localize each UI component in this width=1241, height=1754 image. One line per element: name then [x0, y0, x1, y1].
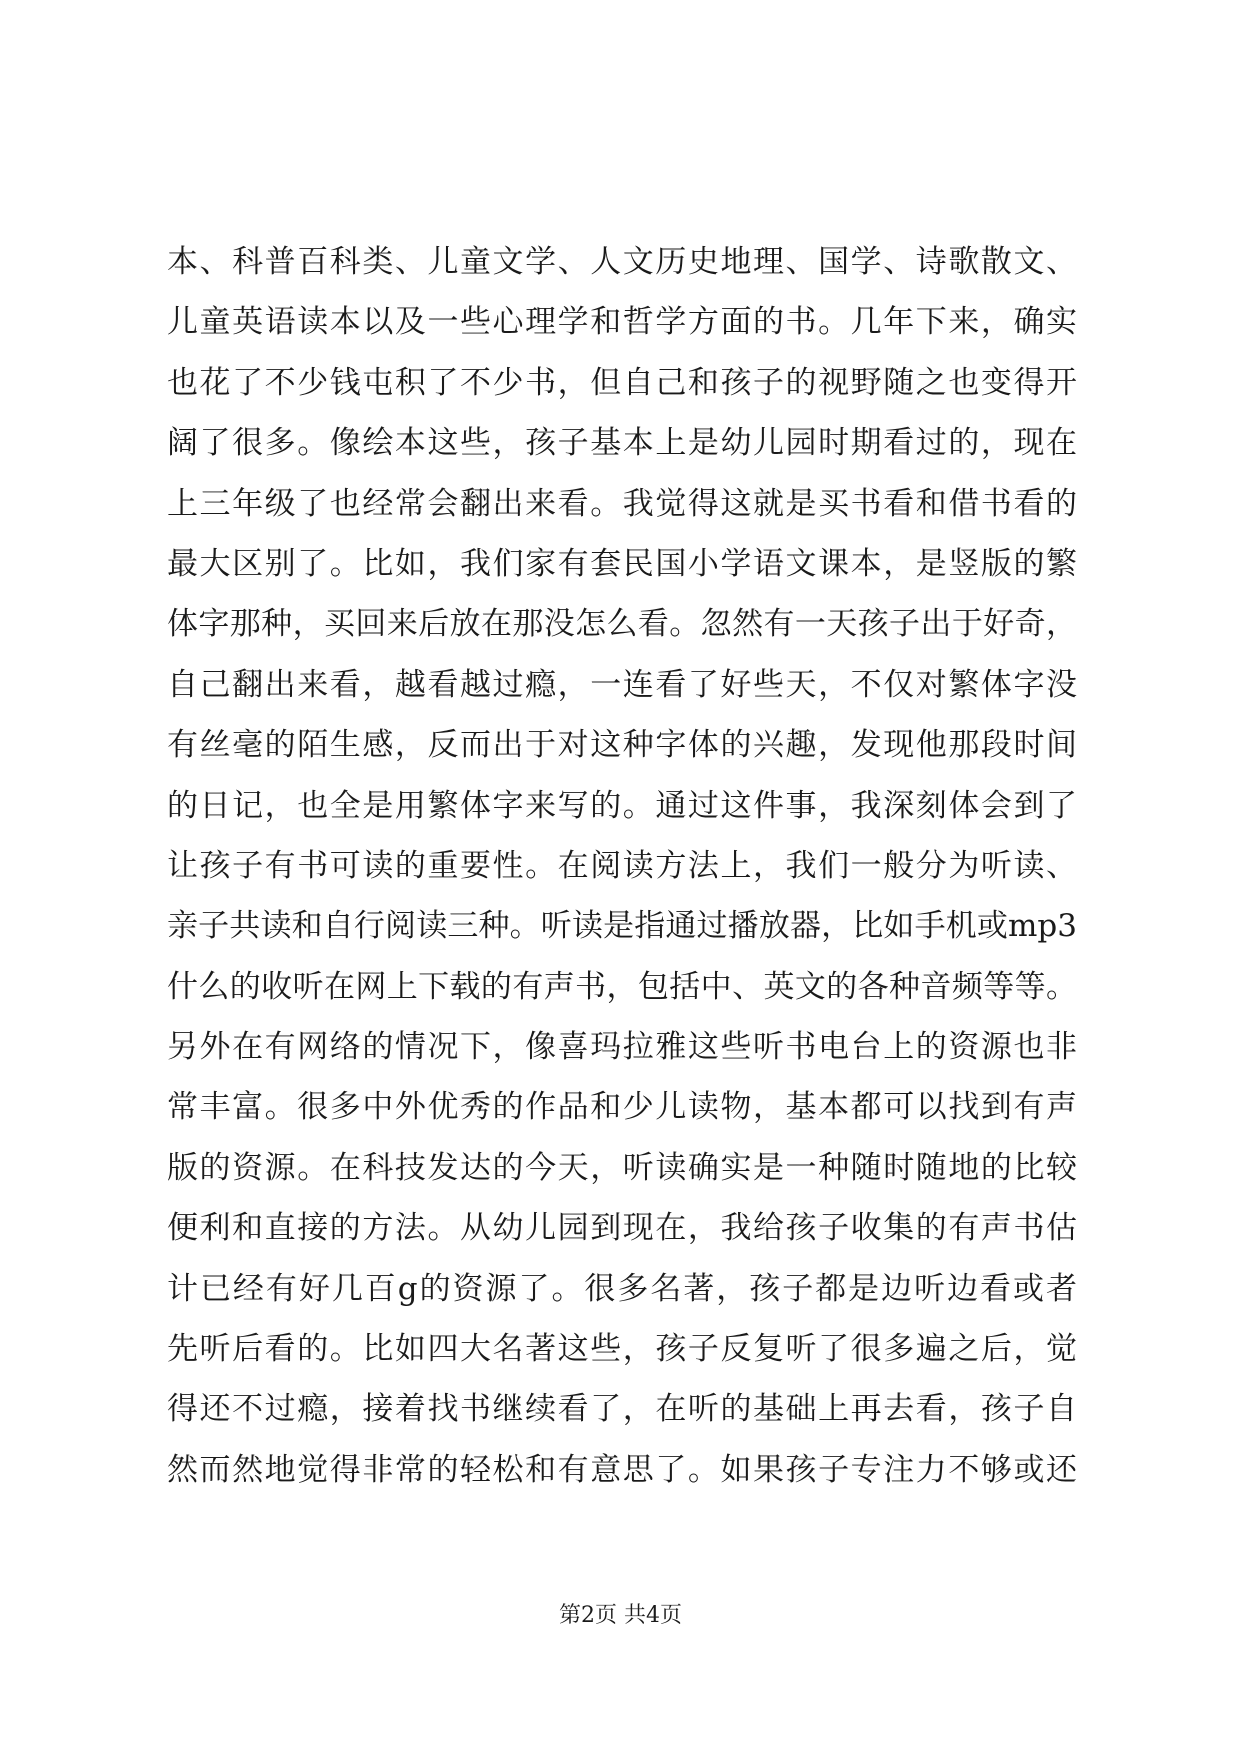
text-line: 亲子共读和自行阅读三种。听读是指通过播放器，比如手机或mp3 — [167, 908, 1077, 945]
text-line: 先听后看的。比如四大名著这些，孩子反复听了很多遍之后，觉 — [167, 1331, 1077, 1368]
text-line: 阔了很多。像绘本这些，孩子基本上是幼儿园时期看过的，现在 — [167, 425, 1077, 462]
text-line: 版的资源。在科技发达的今天，听读确实是一种随时随地的比较 — [167, 1149, 1077, 1186]
body-text — [167, 232, 1077, 1500]
text-line: 另外在有网络的情况下，像喜玛拉雅这些听书电台上的资源也非 — [167, 1029, 1077, 1066]
text-line: 体字那种，买回来后放在那没怎么看。忽然有一天孩子出于好奇， — [167, 606, 1077, 643]
text-line: 常丰富。很多中外优秀的作品和少儿读物，基本都可以找到有声 — [167, 1089, 1077, 1126]
text-line: 让孩子有书可读的重要性。在阅读方法上，我们一般分为听读、 — [167, 847, 1077, 884]
text-line: 最大区别了。比如，我们家有套民国小学语文课本，是竖版的繁 — [167, 545, 1077, 582]
text-line: 便利和直接的方法。从幼儿园到现在，我给孩子收集的有声书估 — [167, 1210, 1077, 1247]
page-number-footer: 第2页 共4页 — [559, 1603, 682, 1628]
text-line: 自己翻出来看，越看越过瘾，一连看了好些天，不仅对繁体字没 — [167, 666, 1077, 703]
text-line: 计已经有好几百g的资源了。很多名著，孩子都是边听边看或者 — [167, 1270, 1077, 1307]
text-line: 上三年级了也经常会翻出来看。我觉得这就是买书看和借书看的 — [167, 485, 1077, 522]
text-line: 然而然地觉得非常的轻松和有意思了。如果孩子专注力不够或还 — [167, 1451, 1077, 1488]
text-line: 也花了不少钱屯积了不少书，但自己和孩子的视野随之也变得开 — [167, 364, 1077, 401]
text-line: 的日记，也全是用繁体字来写的。通过这件事，我深刻体会到了 — [167, 787, 1077, 824]
text-line: 儿童英语读本以及一些心理学和哲学方面的书。几年下来，确实 — [167, 304, 1077, 341]
text-line: 什么的收听在网上下载的有声书，包括中、英文的各种音频等等。 — [167, 968, 1077, 1005]
text-line: 本、科普百科类、儿童文学、人文历史地理、国学、诗歌散文、 — [167, 244, 1077, 280]
text-line: 得还不过瘾，接着找书继续看了，在听的基础上再去看，孩子自 — [167, 1391, 1077, 1428]
text-line: 有丝毫的陌生感，反而出于对这种字体的兴趣，发现他那段时间 — [167, 727, 1077, 764]
